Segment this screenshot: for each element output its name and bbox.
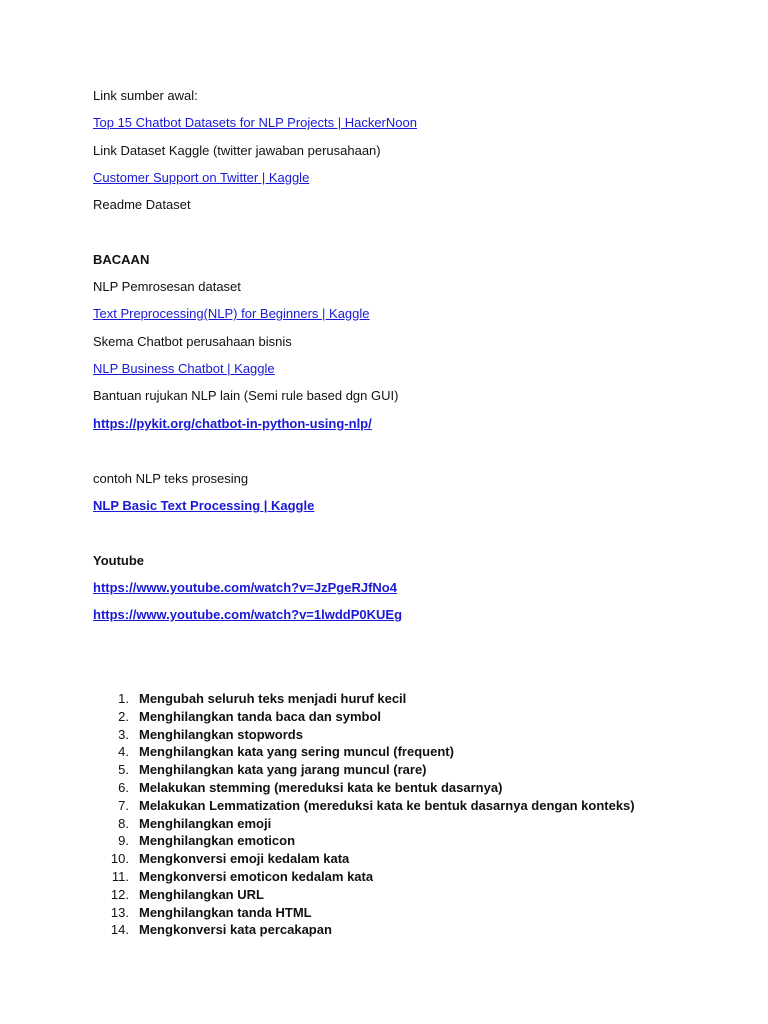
list-item-number: 9.	[118, 833, 129, 849]
youtube-link-2[interactable]: https://www.youtube.com/watch?v=1lwddP0KUEg	[93, 607, 403, 622]
contoh-label: contoh NLP teks prosesing	[93, 471, 249, 486]
readme-label: Readme Dataset	[93, 197, 191, 212]
intro-label: Link sumber awal:	[93, 88, 198, 103]
basic-text-processing-link[interactable]: NLP Basic Text Processing | Kaggle	[93, 498, 315, 513]
skema-label: Skema Chatbot perusahaan bisnis	[93, 334, 292, 349]
list-item-text: Menghilangkan emoji	[139, 815, 272, 831]
list-item-number: 10.	[110, 851, 129, 867]
list-item-number: 2.	[118, 708, 129, 724]
list-item-number: 11.	[111, 868, 129, 884]
list-item-text: Menghilangkan URL	[139, 886, 264, 902]
bantuan-label: Bantuan rujukan NLP lain (Semi rule based dgn GUI)	[93, 388, 399, 403]
list-item-number: 4.	[118, 744, 129, 760]
list-item-number: 8.	[118, 815, 129, 831]
youtube-heading: Youtube	[93, 553, 145, 568]
list-item-text: Mengkonversi kata percakapan	[139, 922, 332, 938]
list-item-text: Melakukan Lemmatization (mereduksi kata ke bentuk dasarnya dengan konteks)	[139, 797, 635, 813]
list-item-text: Menghilangkan kata yang sering muncul (frequent)	[139, 744, 454, 760]
list-item-number: 12.	[110, 886, 129, 902]
list-item-text: Mengkonversi emoji kedalam kata	[139, 851, 350, 867]
list-item-number: 13.	[110, 904, 129, 920]
list-item-number: 1.	[118, 691, 129, 706]
list-item-text: Menghilangkan kata yang jarang muncul (rare)	[139, 762, 427, 778]
business-chatbot-link[interactable]: NLP Business Chatbot | Kaggle	[93, 361, 275, 376]
list-item-number: 6.	[118, 779, 129, 795]
list-item-text: Mengubah seluruh teks menjadi huruf kecil	[139, 691, 407, 706]
list-item-text: Menghilangkan emoticon	[139, 833, 296, 849]
kaggle-dataset-label: Link Dataset Kaggle (twitter jawaban perusahaan)	[93, 143, 381, 158]
pykit-link[interactable]: https://pykit.org/chatbot-in-python-using-nlp/	[93, 416, 372, 431]
list-item-text: Menghilangkan stopwords	[139, 726, 303, 742]
list-item-number: 14.	[110, 922, 129, 938]
list-item-text: Melakukan stemming (mereduksi kata ke bentuk dasarnya)	[139, 779, 503, 795]
list-item-number: 3.	[118, 726, 129, 742]
youtube-link-1[interactable]: https://www.youtube.com/watch?v=JzPgeRJfNo4	[93, 580, 397, 595]
nlp-pemrosesan-label: NLP Pemrosesan dataset	[93, 279, 241, 294]
hackernoon-link[interactable]: Top 15 Chatbot Datasets for NLP Projects | HackerNoon	[93, 115, 417, 130]
list-item-number: 7.	[118, 797, 129, 813]
bacaan-heading: BACAAN	[93, 252, 150, 267]
text-preprocessing-link[interactable]: Text Preprocessing(NLP) for Beginners | Kaggle	[93, 306, 370, 321]
list-item-number: 5.	[118, 762, 129, 778]
list-item-text: Menghilangkan tanda HTML	[139, 904, 312, 920]
customer-support-link[interactable]: Customer Support on Twitter | Kaggle	[93, 170, 310, 185]
list-item-text: Mengkonversi emoticon kedalam kata	[139, 868, 374, 884]
list-item-text: Menghilangkan tanda baca dan symbol	[139, 708, 381, 724]
